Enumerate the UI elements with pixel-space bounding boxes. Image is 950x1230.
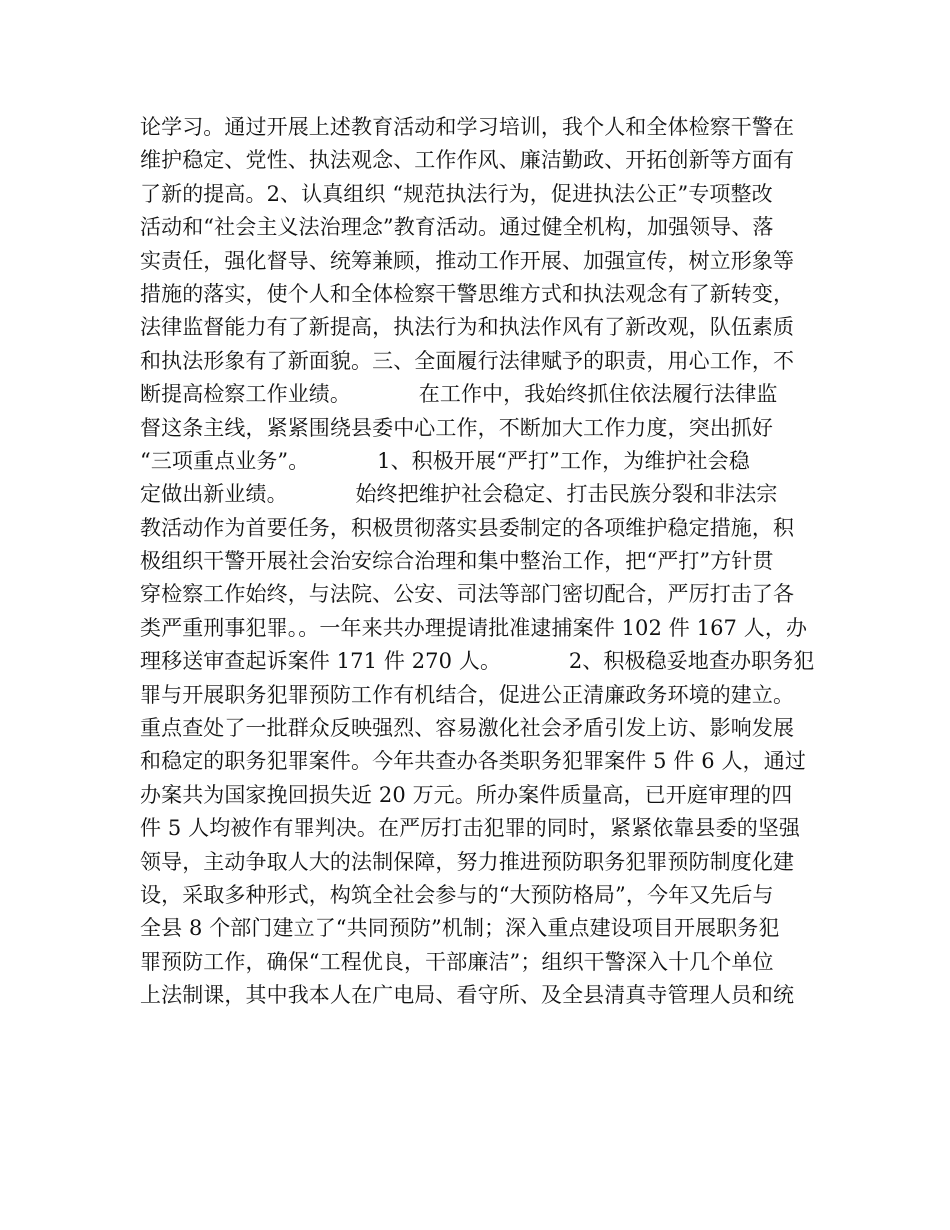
text-line: 论学习。通过开展上述教育活动和学习培训，我个人和全体检察干警在 [140, 115, 795, 139]
text-line: 维护稳定、党性、执法观念、工作作风、廉洁勤政、开拓创新等方面有 [140, 148, 795, 173]
text-line: 理移送审查起诉案件 171 件 270 人。 2、积极稳妥地查办职务犯 [140, 649, 815, 674]
text-line: 办案共为国家挽回损失近 20 万元。所办案件质量高，已开庭审理的四 [140, 782, 793, 807]
text-line: 法律监督能力有了新提高，执法行为和执法作风有了新改观，队伍素质 [140, 315, 795, 340]
text-line: 活动和“社会主义法治理念”教育活动。通过健全机构，加强领导、落 [140, 215, 774, 240]
text-line: 罪预防工作，确保“工程优良，干部廉洁”；组织干警深入十几个单位 [140, 949, 774, 974]
text-line: 教活动作为首要任务，积极贯彻落实县委制定的各项维护稳定措施，积 [140, 515, 795, 540]
text-line: 措施的落实，使个人和全体检察干警思维方式和执法观念有了新转变， [140, 281, 795, 306]
text-line: 设，采取多种形式，构筑全社会参与的“大预防格局”，今年又先后与 [140, 882, 774, 907]
text-line: 督这条主线，紧紧围绕县委中心工作，不断加大工作力度，突出抓好 [140, 415, 773, 440]
text-line: 穿检察工作始终，与法院、公安、司法等部门密切配合，严厉打击了各 [140, 582, 795, 607]
text-line: 断提高检察工作业绩。 在工作中，我始终抓住依法履行法律监 [140, 382, 778, 407]
text-line: 全县 8 个部门建立了“共同预防”机制；深入重点建设项目开展职务犯 [140, 916, 780, 941]
text-line: 极组织干警开展社会治安综合治理和集中整治工作，把“严打”方针贯 [140, 549, 774, 574]
text-line: 上法制课，其中我本人在广电局、看守所、及全县清真寺管理人员和统 [140, 983, 795, 1008]
text-line: 和执法形象有了新面貌。三、全面履行法律赋予的职责，用心工作，不 [140, 348, 795, 373]
text-line: 领导，主动争取人大的法制保障，努力推进预防职务犯罪预防制度化建 [140, 849, 795, 874]
body-text [140, 111, 820, 1013]
text-line: 定做出新业绩。 始终把维护社会稳定、打击民族分裂和非法宗 [140, 482, 778, 507]
text-line: 和稳定的职务犯罪案件。今年共查办各类职务犯罪案件 5 件 6 人，通过 [140, 749, 806, 774]
text-line: 类严重刑事犯罪。。一年来共办理提请批准逮捕案件 102 件 167 人，办 [140, 615, 808, 640]
text-line: 罪与开展职务犯罪预防工作有机结合，促进公正清廉政务环境的建立。 [140, 682, 795, 707]
text-line: 件 5 人均被作有罪判决。在严厉打击犯罪的同时，紧紧依靠县委的坚强 [140, 816, 801, 841]
text-line: 实责任，强化督导、统筹兼顾，推动工作开展、加强宣传，树立形象等 [140, 248, 795, 273]
text-line: “三项重点业务”。 1、积极开展“严打”工作，为维护社会稳 [140, 448, 750, 473]
text-line: 重点查处了一批群众反映强烈、容易激化社会矛盾引发上访、影响发展 [140, 716, 795, 741]
text-line: 了新的提高。2、认真组织 “规范执法行为，促进执法公正”专项整改 [140, 181, 773, 206]
